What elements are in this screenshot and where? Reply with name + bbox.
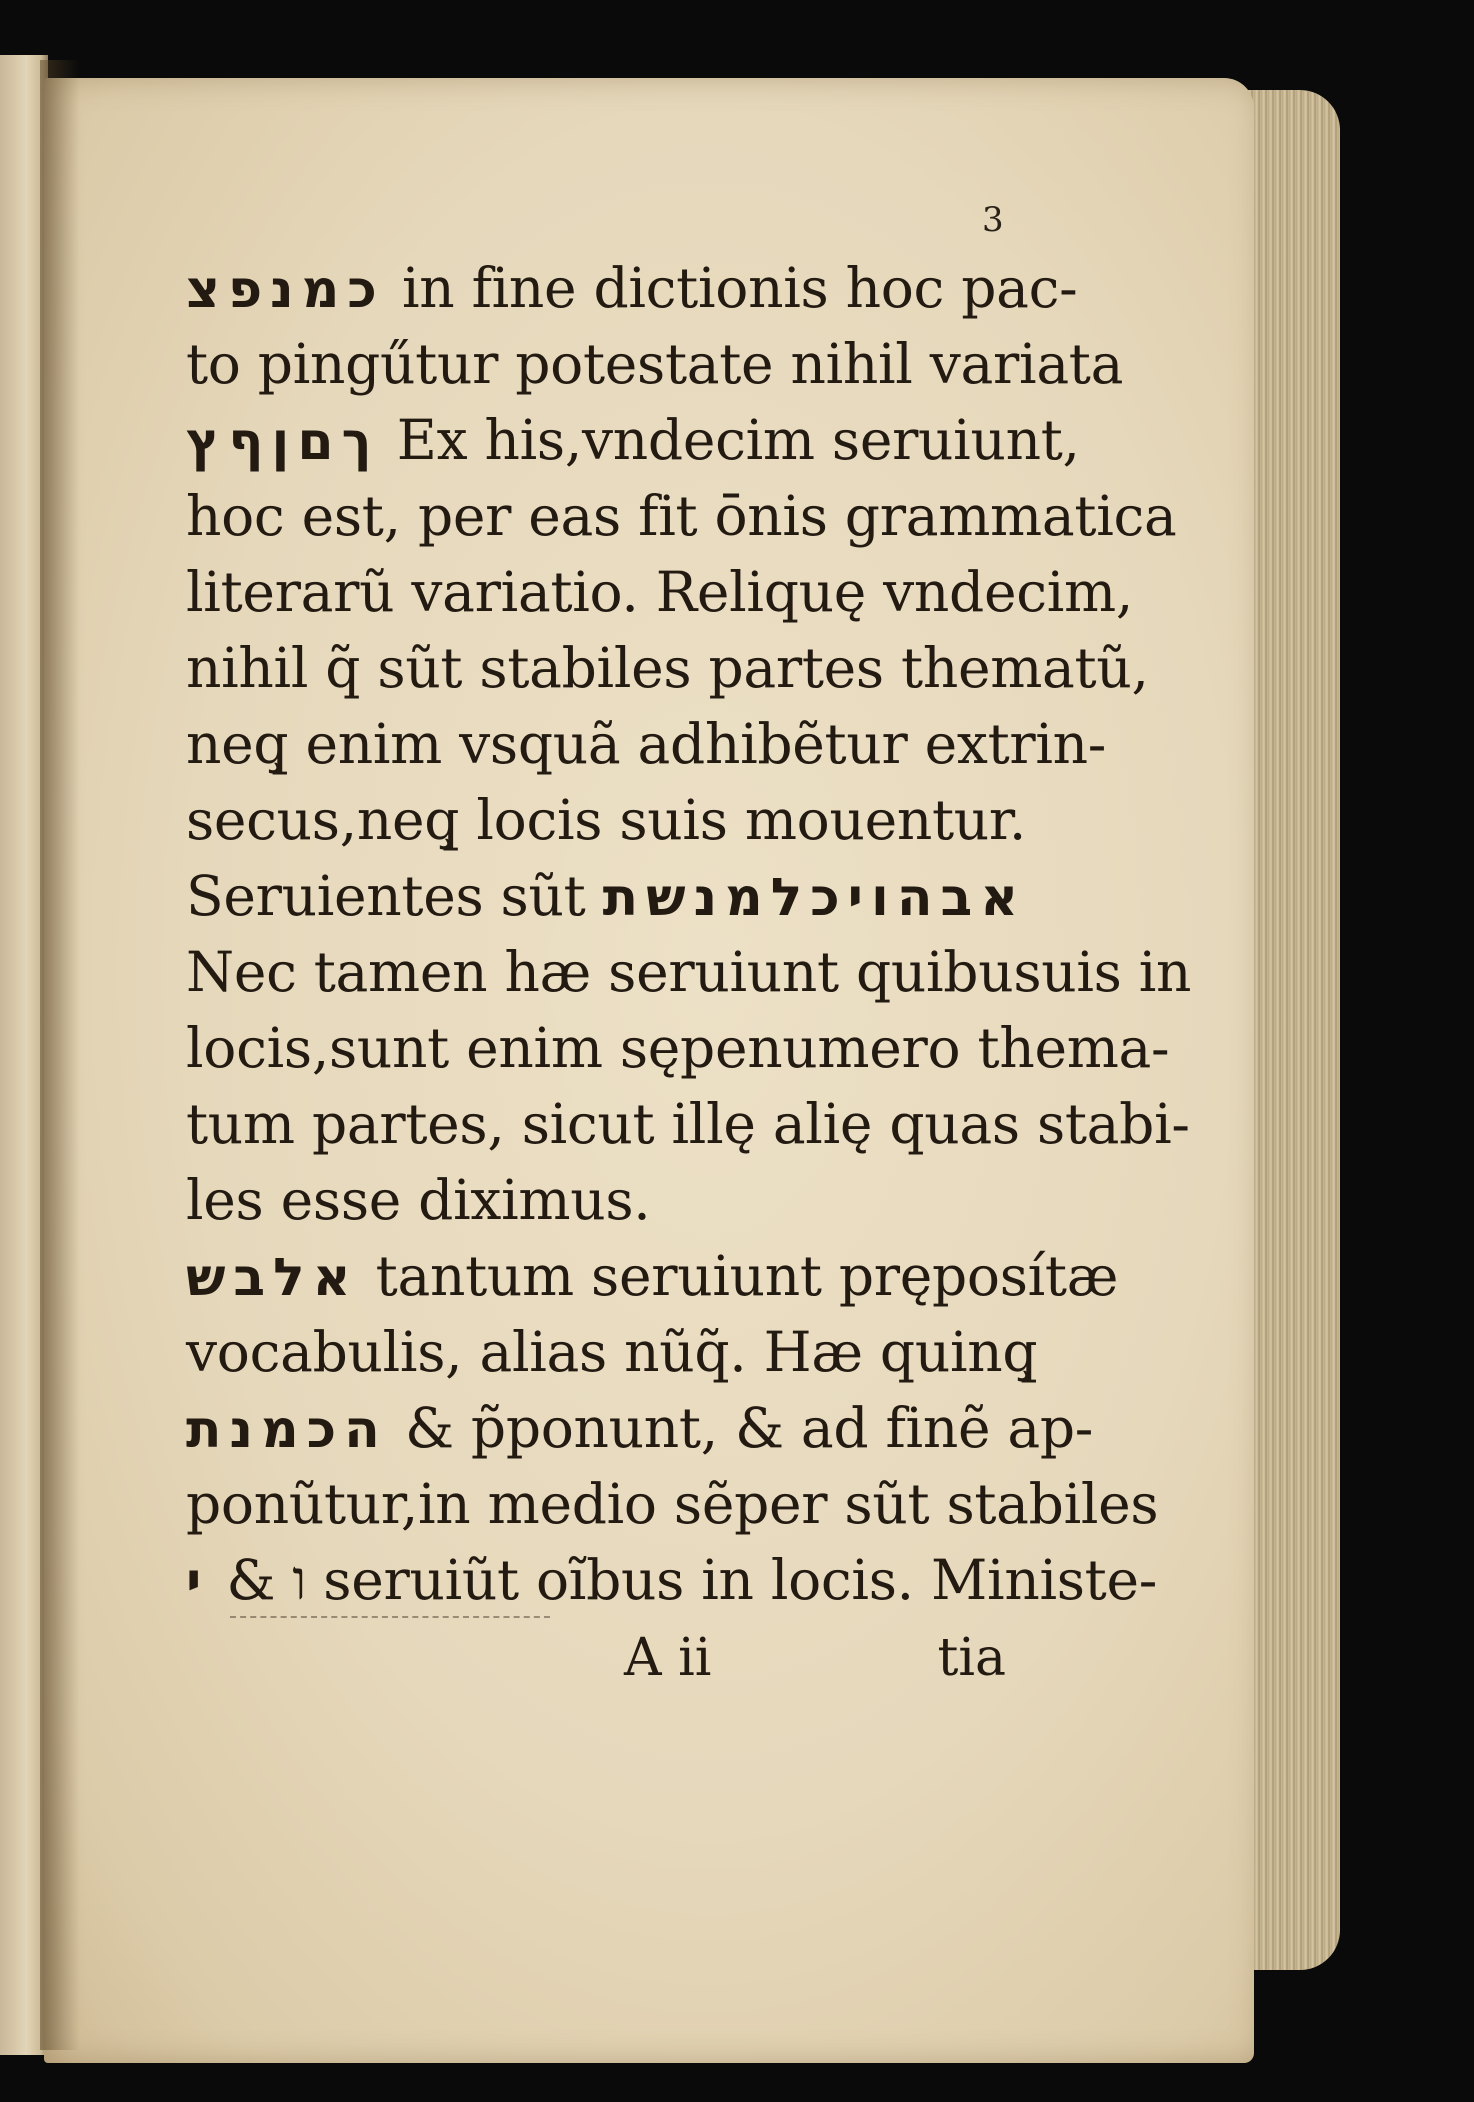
latin-text: & ו seruiũt oĩbus in locis. Ministe- bbox=[209, 1548, 1157, 1612]
text-line bbox=[186, 1466, 1159, 1542]
hebrew-letters: אבהויכלמנשת bbox=[602, 868, 1027, 928]
text-line bbox=[186, 858, 1027, 934]
latin-text: ponũtur,in medio sẽper sũt stabiles bbox=[186, 1472, 1159, 1536]
signature-mark: A ii bbox=[624, 1628, 712, 1688]
text-line bbox=[186, 1238, 1119, 1314]
page-edges-stack bbox=[1240, 90, 1340, 1970]
text-line bbox=[186, 250, 1078, 326]
latin-text: hoc est, per eas fit ōnis grammatica bbox=[186, 484, 1177, 548]
text-line bbox=[186, 1010, 1170, 1086]
folio-number: 3 bbox=[982, 200, 1004, 240]
text-line bbox=[186, 326, 1124, 402]
latin-text: Ex his,vndecim seruiunt, bbox=[379, 408, 1080, 472]
latin-text: locis,sunt enim sępenumero thema- bbox=[186, 1016, 1170, 1080]
text-line bbox=[186, 554, 1134, 630]
latin-text: tantum seruiunt pręposítæ bbox=[358, 1244, 1119, 1308]
latin-text: neq̧ enim vsquã adhibẽtur extrin- bbox=[186, 712, 1107, 776]
text-line bbox=[186, 934, 1192, 1010]
hebrew-letters: אלבש bbox=[186, 1248, 359, 1308]
text-line bbox=[186, 782, 1027, 858]
hebrew-letters: י bbox=[186, 1552, 210, 1612]
hebrew-letters: ךםןףץ bbox=[186, 412, 380, 472]
text-block bbox=[186, 250, 1192, 1618]
latin-text: in fine dictionis hoc pac- bbox=[384, 256, 1078, 320]
gutter-shadow bbox=[40, 60, 80, 2050]
hebrew-letters: כמנפצ bbox=[186, 260, 385, 320]
text-line bbox=[186, 478, 1177, 554]
hebrew-letters: הכמנת bbox=[186, 1400, 388, 1460]
latin-text: vocabulis, alias nũq̃. Hæ quinq̧ bbox=[186, 1320, 1038, 1384]
latin-text: les esse diximus. bbox=[186, 1168, 651, 1232]
latin-text: nihil q̃ sũt stabiles partes thematũ, bbox=[186, 636, 1149, 700]
latin-text: tum partes, sicut illę alię quas stabi- bbox=[186, 1092, 1190, 1156]
text-line bbox=[186, 1542, 1157, 1618]
catchword: tia bbox=[937, 1628, 1006, 1688]
footer-line bbox=[186, 1620, 1006, 1696]
latin-text: to pingűtur potestate nihil variata bbox=[186, 332, 1124, 396]
text-line bbox=[186, 630, 1149, 706]
latin-text: Nec tamen hæ seruiunt quibusuis in bbox=[186, 940, 1192, 1004]
text-line bbox=[186, 1314, 1038, 1390]
text-line bbox=[186, 402, 1080, 478]
latin-text: Seruientes sũt bbox=[186, 864, 603, 928]
footer-rule bbox=[230, 1616, 550, 1618]
latin-text: secus,neq̧ locis suis mouentur. bbox=[186, 788, 1027, 852]
latin-text: & p̃ponunt, & ad finẽ ap- bbox=[387, 1396, 1094, 1460]
text-line bbox=[186, 1086, 1190, 1162]
latin-text: literarũ variatio. Reliquę vndecim, bbox=[186, 560, 1134, 624]
text-line bbox=[186, 1390, 1094, 1466]
text-line bbox=[186, 1162, 1006, 1238]
text-line bbox=[186, 706, 1107, 782]
